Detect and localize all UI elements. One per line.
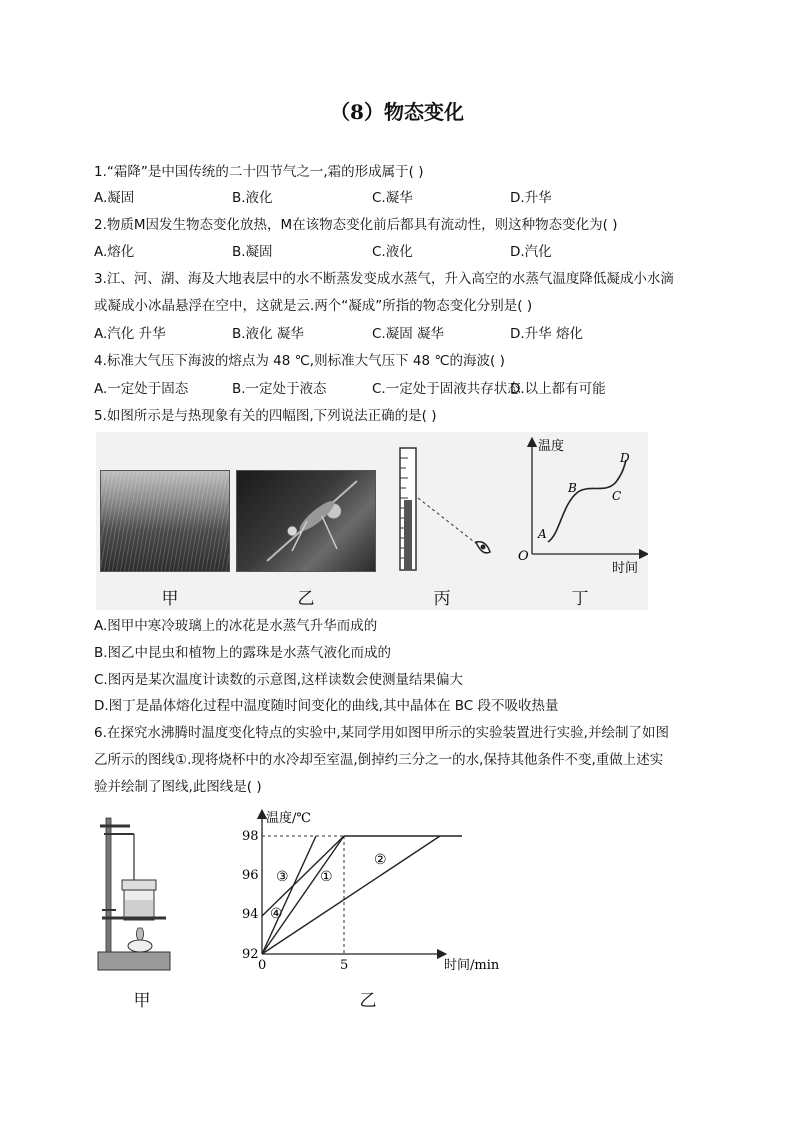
point-b-label: B (568, 481, 577, 495)
q4-option-a: A.一定处于固态 (94, 381, 189, 397)
melting-curve-graph (512, 434, 648, 580)
graph-x-label: 时间/min (444, 958, 500, 973)
question-3-stem-line1: 3.江、河、湖、海及大地表层中的水不断蒸发变成水蒸气，升入高空的水蒸气温度降低凝成小水滴 (94, 271, 674, 287)
question-1-stem: 1.“霜降”是中国传统的二十四节气之一,霜的形成属于( ) (94, 164, 424, 180)
caption-q6-yi: 乙 (359, 991, 377, 1011)
frost-grass-photo (100, 470, 230, 572)
caption-ding: 丁 (571, 589, 589, 609)
y-tick-98: 98 (242, 829, 259, 844)
eye-icon (476, 542, 490, 553)
q1-option-b: B.液化 (232, 190, 273, 206)
question-6-stem-line2: 乙所示的图线①.现将烧杯中的水冷却至室温,倒掉约三分之一的水,保持其他条件不变,重做上述实 (94, 752, 664, 768)
y-tick-94: 94 (242, 907, 259, 922)
graph-y-label: 温度/℃ (266, 811, 311, 826)
q4-option-b: B.一定处于液态 (232, 381, 327, 397)
stand-base-icon (98, 952, 170, 970)
line-1 (262, 836, 344, 954)
question-3-stem-line2: 或凝成小冰晶悬浮在空中，这就是云.两个“凝成”所指的物态变化分别是( ) (94, 298, 533, 314)
alcohol-lamp-icon (128, 940, 152, 952)
caption-bing: 丙 (433, 589, 451, 609)
q2-option-d: D.汽化 (510, 244, 552, 260)
point-c-label: C (612, 489, 622, 503)
line-label-1: ① (320, 869, 333, 885)
q4-option-d: D.以上都有可能 (510, 381, 606, 397)
insect-dew-photo (236, 470, 376, 572)
thermometer-reading-figure (392, 440, 502, 580)
insect-icon (237, 471, 375, 571)
question-4-stem: 4.标准大气压下海波的熔点为 48 ℃,则标准大气压下 48 ℃的海波( ) (94, 353, 505, 369)
q2-option-b: B.凝固 (232, 244, 273, 260)
question-2-stem: 2.物质M因发生物态变化放热，M在该物态变化前后都具有流动性，则这种物态变化为( ) (94, 217, 618, 233)
q1-option-c: C.凝华 (372, 190, 413, 206)
line-label-3: ③ (276, 869, 289, 885)
q4-option-c: C.一定处于固液共存状态 (372, 381, 521, 397)
q3-option-c: C.凝固 凝华 (372, 326, 445, 342)
y-tick-96: 96 (242, 868, 259, 883)
line-label-2: ② (374, 852, 387, 868)
point-d-label: D (620, 451, 630, 465)
q3-option-a: A.汽化 升华 (94, 326, 166, 342)
question-6-stem-line3: 验并绘制了图线,此图线是( ) (94, 779, 262, 795)
x-tick-0: 0 (258, 958, 267, 973)
caption-jia: 甲 (161, 589, 179, 609)
page-title: （8）物态变化 (330, 100, 464, 124)
graph-y-label: 温度 (538, 439, 565, 454)
line-label-4: ④ (270, 906, 283, 922)
caption-q6-jia: 甲 (133, 991, 151, 1011)
q2-option-a: A.熔化 (94, 244, 135, 260)
boiling-graph (236, 806, 516, 976)
q5-option-a: A.图甲中寒冷玻璃上的冰花是水蒸气升华而成的 (94, 618, 378, 634)
x-tick-5: 5 (340, 958, 349, 973)
q2-option-c: C.液化 (372, 244, 413, 260)
q1-option-d: D.升华 (510, 190, 552, 206)
q3-option-d: D.升华 熔化 (510, 326, 583, 342)
q5-option-d: D.图丁是晶体熔化过程中温度随时间变化的曲线,其中晶体在 BC 段不吸收热量 (94, 698, 559, 714)
q3-option-b: B.液化 凝华 (232, 326, 304, 342)
lab-apparatus-figure (94, 812, 194, 978)
point-a-label: A (538, 527, 547, 541)
graph-x-label: 时间 (612, 561, 639, 576)
question-5-stem: 5.如图所示是与热现象有关的四幅图,下列说法正确的是( ) (94, 408, 437, 424)
graph-origin-label: O (518, 549, 529, 564)
q1-option-a: A.凝固 (94, 190, 135, 206)
cardboard-lid-icon (122, 880, 156, 890)
caption-yi: 乙 (297, 589, 315, 609)
stand-rod-icon (106, 818, 111, 952)
y-tick-92: 92 (242, 947, 259, 962)
q5-option-b: B.图乙中昆虫和植物上的露珠是水蒸气液化而成的 (94, 645, 392, 661)
q5-option-c: C.图丙是某次温度计读数的示意图,这样读数会使测量结果偏大 (94, 672, 464, 688)
question-6-stem-line1: 6.在探究水沸腾时温度变化特点的实验中,某同学用如图甲所示的实验装置进行实验,并绘制了如图 (94, 725, 669, 741)
